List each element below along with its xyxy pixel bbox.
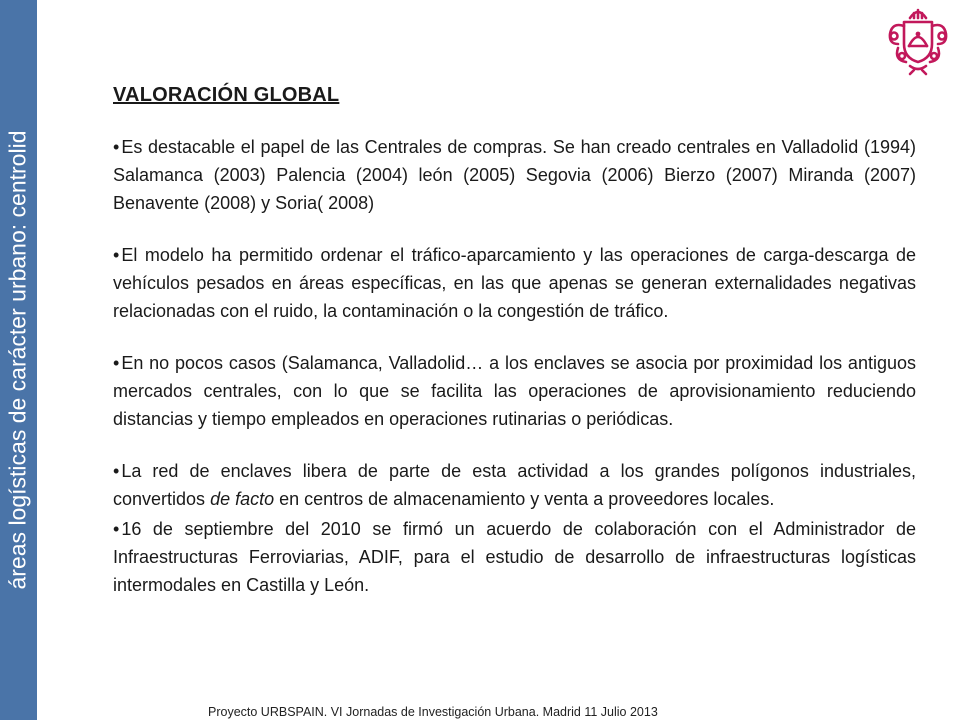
page-title: VALORACIÓN GLOBAL — [113, 84, 340, 106]
paragraph-text-after: en centros de almacenamiento y venta a proveedores locales. — [274, 489, 775, 509]
bullet-icon: • — [113, 137, 120, 157]
sidebar-band — [0, 0, 37, 720]
paragraph-centrales-compras — [113, 133, 916, 217]
bullet-icon: • — [113, 519, 120, 539]
paragraph-acuerdo-adif — [113, 515, 916, 599]
paragraph-text: En no pocos casos (Salamanca, Valladolid… a los enclaves se asocia por proximidad los antiguos mercados centrales, con lo que se facilita las operaciones de aprovisionamiento reduciendo distancias y tiempo empleados en operaciones rutinarias o periódicas. — [113, 353, 916, 429]
bullet-icon: • — [113, 461, 120, 481]
paragraph-text: Es destacable el papel de las Centrales de compras. Se han creado centrales en Valladolid (1994) Salamanca (2003) Palencia (2004) león (2005) Segovia (2006) Bierzo (2007) Miranda (2007) Benavente (2008) y Soria( 2008) — [113, 137, 916, 213]
paragraph-red-enclaves — [113, 457, 916, 513]
main-content — [113, 84, 916, 623]
paragraph-text: 16 de septiembre del 2010 se firmó un acuerdo de colaboración con el Administrador de Infraestructuras Ferroviarias, ADIF, para el estudio de desarrollo de infraestructuras logísticas intermodales en Castilla y León. — [113, 519, 916, 595]
bullet-icon: • — [113, 353, 120, 373]
paragraph-text-italic: de facto — [210, 489, 275, 509]
footer-text: Proyecto URBSPAIN. VI Jornadas de Investigación Urbana. Madrid 11 Julio 2013 — [208, 705, 658, 719]
paragraph-text-before: La red de enclaves libera de parte de esta actividad a los grandes polígonos industriales, convertidos — [113, 461, 916, 509]
bullet-icon: • — [113, 245, 120, 265]
paragraph-mercados-centrales — [113, 349, 916, 433]
sidebar-title: áreas logísticas de carácter urbano: centrolid — [4, 130, 31, 590]
paragraph-modelo-trafico — [113, 241, 916, 325]
coat-of-arms-seal-icon — [884, 4, 952, 76]
paragraph-text: El modelo ha permitido ordenar el tráfico-aparcamiento y las operaciones de carga-descarga de vehículos pesados en áreas específicas, en las que apenas se generan externalidades negativas relacionadas con el ruido, la contaminación o la congestión de tráfico. — [113, 245, 916, 321]
